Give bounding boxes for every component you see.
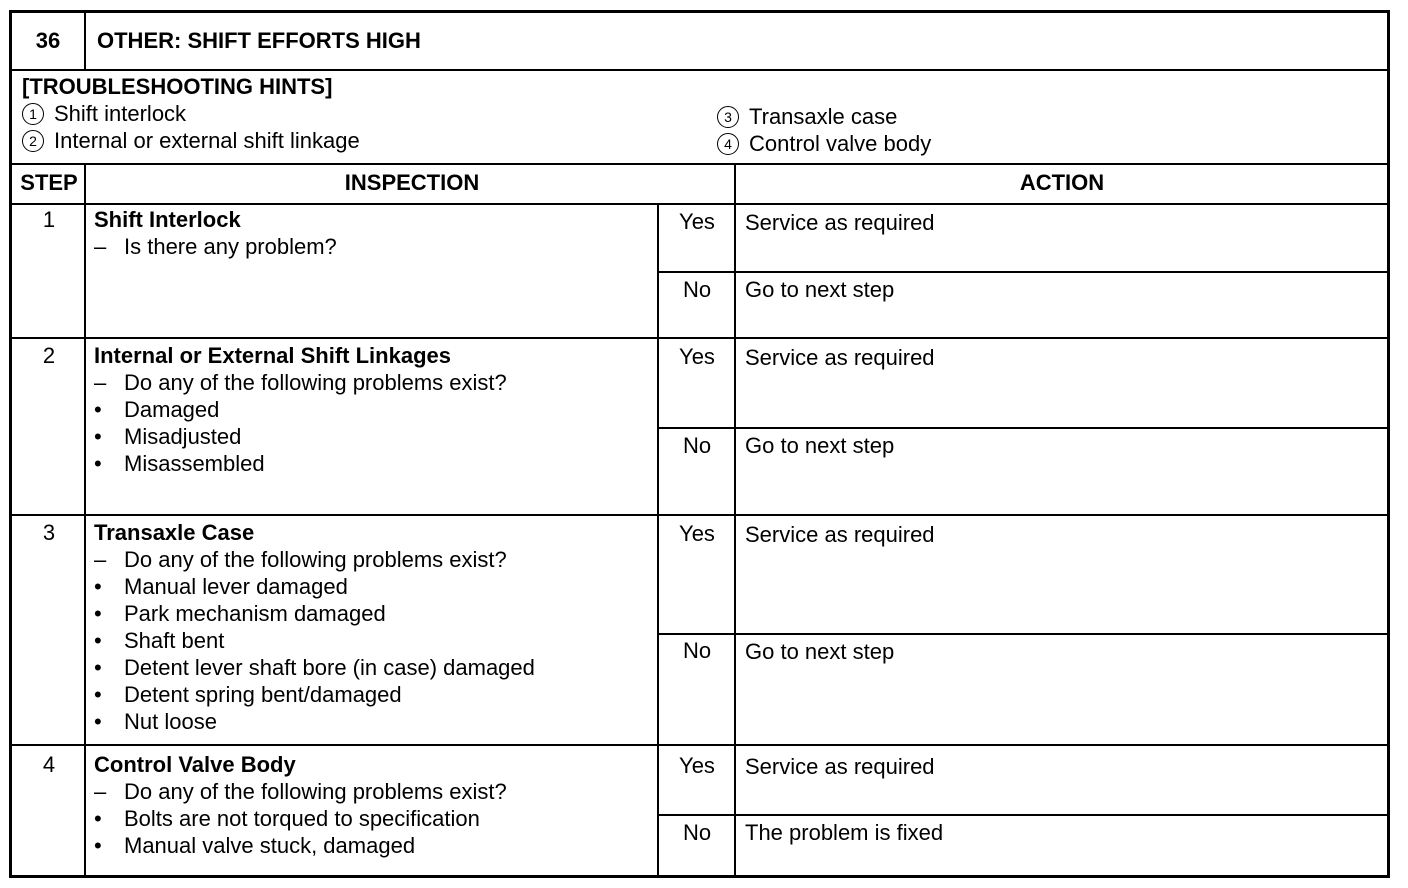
yes-label: Yes [679,521,715,546]
inspection-title: Shift Interlock [94,207,241,232]
step-2-inspection [94,342,654,477]
no-label: No [682,277,712,302]
inspection-question: – Is there any problem? [94,234,337,259]
question-text: Do any of the following problems exist? [124,370,507,395]
hint-number-3-icon: 3 [717,106,739,128]
step-number: 3 [42,520,56,545]
no-label: No [682,820,712,845]
no-action: Go to next step [745,639,895,664]
list-item: • Bolts are not torqued to specification [94,806,480,831]
yes-label: Yes [679,344,715,369]
yes-action: Service as required [745,345,935,370]
list-item: • Manual valve stuck, damaged [94,833,416,858]
hint-item [22,128,360,154]
header-inspection: INSPECTION [344,170,480,195]
question-text: Do any of the following problems exist? [124,779,507,804]
list-item: • Detent spring bent/damaged [94,682,402,707]
list-item: • Misassembled [94,451,265,476]
list-item: • Misadjusted [94,424,242,449]
question-text: Is there any problem? [124,234,337,259]
yes-action: Service as required [745,522,935,547]
header-step: STEP [20,170,78,195]
yes-no-divider [657,633,1387,635]
hint-item [717,104,897,130]
title-row [12,13,1387,71]
list-item-text: Manual lever damaged [124,574,348,599]
yes-no-divider [657,427,1387,429]
list-item: • Shaft bent [94,628,225,653]
yes-no-divider [657,814,1387,816]
list-item-text: Detent spring bent/damaged [124,682,402,707]
hint-text: Control valve body [749,131,932,156]
chart-number: 36 [12,13,86,69]
hint-item [717,131,931,157]
step-row-divider [12,744,1387,746]
no-label: No [682,433,712,458]
hint-number-1-icon: 1 [22,103,44,125]
hint-item [22,101,186,127]
list-item-text: Detent lever shaft bore (in case) damaged [124,655,535,680]
step-4-inspection [94,751,654,859]
inspection-title: Transaxle Case [94,520,255,545]
list-item: • Damaged [94,397,220,422]
step-1-inspection [94,206,654,260]
step-row-divider [12,514,1387,516]
list-item-text: Misassembled [124,451,265,476]
list-item-text: Manual valve stuck, damaged [124,833,416,858]
no-action: The problem is fixed [745,820,944,845]
list-item-text: Misadjusted [124,424,242,449]
yes-label: Yes [679,209,715,234]
inspection-title: Internal or External Shift Linkages [94,343,451,368]
hint-text: Transaxle case [749,104,898,129]
step-number: 2 [42,343,56,368]
inspection-title: Control Valve Body [94,752,296,777]
inspection-question: – Do any of the following problems exist? [94,547,507,572]
question-text: Do any of the following problems exist? [124,547,507,572]
step-3-inspection [94,519,654,735]
list-item: • Nut loose [94,709,217,734]
troubleshooting-hints [12,71,1387,165]
header-action: ACTION [1019,170,1105,195]
list-item-text: Nut loose [124,709,217,734]
yes-action: Service as required [745,210,935,235]
column-header-row [12,163,1387,205]
list-item: • Detent lever shaft bore (in case) damaged [94,655,535,680]
no-label: No [682,638,712,663]
yes-no-divider [657,271,1387,273]
step-number: 4 [42,752,56,777]
step-number: 1 [42,207,56,232]
list-item: • Manual lever damaged [94,574,348,599]
troubleshooting-table [9,10,1390,878]
hint-text: Shift interlock [54,101,187,126]
list-item: • Park mechanism damaged [94,601,386,626]
step-row-divider [12,337,1387,339]
inspection-question: – Do any of the following problems exist? [94,370,507,395]
hints-heading: [TROUBLESHOOTING HINTS] [22,74,333,99]
no-action: Go to next step [745,433,895,458]
inspection-question: – Do any of the following problems exist? [94,779,507,804]
hint-text: Internal or external shift linkage [54,128,360,153]
yes-action: Service as required [745,754,935,779]
no-action: Go to next step [745,277,895,302]
list-item-text: Park mechanism damaged [124,601,386,626]
hint-number-4-icon: 4 [717,133,739,155]
list-item-text: Bolts are not torqued to specification [124,806,480,831]
hint-number-2-icon: 2 [22,130,44,152]
yes-label: Yes [679,753,715,778]
list-item-text: Shaft bent [124,628,225,653]
chart-title: OTHER: SHIFT EFFORTS HIGH [97,28,421,53]
list-item-text: Damaged [124,397,220,422]
